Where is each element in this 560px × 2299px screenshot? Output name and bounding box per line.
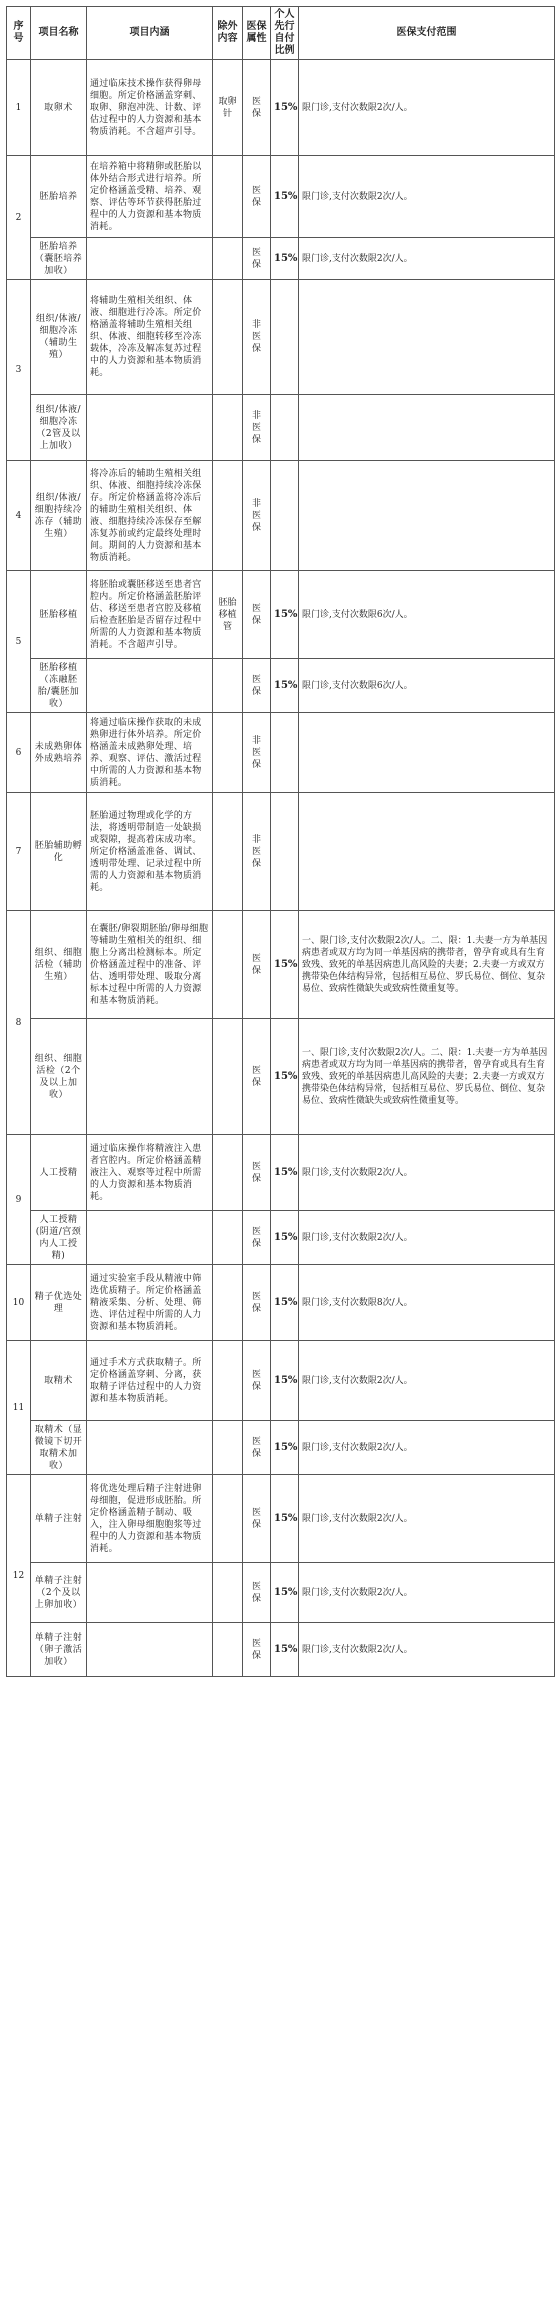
- item-name-cell: 组织、细胞活检（辅助生殖）: [31, 911, 87, 1019]
- table-row: [7, 1135, 555, 1211]
- scope-cell: 限门诊,支付次数限8次/人。: [299, 1265, 555, 1341]
- ratio-cell: 15%: [271, 1475, 299, 1563]
- service-items-table: [6, 6, 555, 1677]
- exclude-cell: [213, 713, 243, 793]
- scope-cell: [299, 713, 555, 793]
- item-name-cell: 组织、细胞活检（2个及以上加收）: [31, 1019, 87, 1135]
- item-content-cell: 通过临床操作将精液注入患者宫腔内。所定价格涵盖精液注入、观察等过程中所需的人力资源和基本物质消耗。: [87, 1135, 213, 1211]
- insurance-label: 非医保: [251, 735, 261, 770]
- seq-cell: 2: [7, 156, 31, 280]
- table-row: [7, 713, 555, 793]
- item-content-cell: [87, 1563, 213, 1623]
- insurance-label: 医保: [251, 1291, 261, 1314]
- ratio-cell: 15%: [271, 1421, 299, 1475]
- insurance-label: 非医保: [251, 498, 261, 533]
- insurance-cell: [243, 1475, 271, 1563]
- ratio-cell: [271, 461, 299, 571]
- item-name-cell: 胚胎辅助孵化: [31, 793, 87, 911]
- ratio-cell: 15%: [271, 60, 299, 156]
- item-content-cell: 将冷冻后的辅助生殖相关组织、体液、细胞持续冷冻保存。所定价格涵盖将冷冻后的辅助生殖相关组织、体液、细胞持续冷冻保存至解冻复苏前或约定最终处理时间。期间的人力资源和基本物质消耗。: [87, 461, 213, 571]
- insurance-cell: [243, 156, 271, 238]
- insurance-cell: [243, 1421, 271, 1475]
- scope-cell: 限门诊,支付次数限2次/人。: [299, 60, 555, 156]
- item-content-cell: [87, 395, 213, 461]
- seq-cell: 8: [7, 911, 31, 1135]
- ratio-cell: 15%: [271, 659, 299, 713]
- ratio-cell: 15%: [271, 911, 299, 1019]
- scope-cell: [299, 461, 555, 571]
- exclude-cell: [213, 238, 243, 280]
- insurance-label: 医保: [251, 1638, 261, 1661]
- seq-cell: 6: [7, 713, 31, 793]
- scope-cell: 限门诊,支付次数限2次/人。: [299, 1341, 555, 1421]
- insurance-cell: [243, 911, 271, 1019]
- scope-cell: 限门诊,支付次数限6次/人。: [299, 659, 555, 713]
- item-content-cell: 胚胎通过物理或化学的方法，将透明带制造一处缺损或裂隙，提高着床成功率。所定价格涵盖准备、调试、透明带处理、记录过程中所需的人力资源和基本物质消耗。: [87, 793, 213, 911]
- insurance-label: 医保: [251, 1436, 261, 1459]
- insurance-label: 医保: [251, 1581, 261, 1604]
- item-name-cell: 取精术（显微镜下切开取精术加收）: [31, 1421, 87, 1475]
- insurance-label: 医保: [251, 185, 261, 208]
- item-content-cell: 将辅助生殖相关组织、体液、细胞进行冷冻。所定价格涵盖将辅助生殖相关组织、体液、细胞转移至冷冻载体，冷冻及解冻复苏过程中的人力资源和基本物质消耗。: [87, 280, 213, 395]
- seq-cell: 5: [7, 571, 31, 713]
- item-content-cell: 通过临床技术操作获得卵母细胞。所定价格涵盖穿刺、取卵、卵泡冲洗、计数、评估过程中的人力资源和基本物质消耗。不含超声引导。: [87, 60, 213, 156]
- scope-cell: 限门诊,支付次数限2次/人。: [299, 1421, 555, 1475]
- insurance-label: 医保: [251, 96, 261, 119]
- item-content-cell: 通过手术方式获取精子。所定价格涵盖穿刺、分离，获取精子评估过程中的人力资源和基本物质消耗。: [87, 1341, 213, 1421]
- insurance-label: 医保: [251, 674, 261, 697]
- insurance-label: 非医保: [251, 320, 261, 354]
- exclude-cell: [213, 1019, 243, 1135]
- exclude-cell: [213, 1135, 243, 1211]
- exclude-cell: 胚胎移植管: [213, 571, 243, 659]
- scope-cell: 限门诊,支付次数限2次/人。: [299, 1563, 555, 1623]
- header-seq: 序号: [7, 7, 31, 60]
- insurance-cell: [243, 571, 271, 659]
- exclude-cell: [213, 395, 243, 461]
- exclude-cell: [213, 461, 243, 571]
- item-name-cell: 胚胎培养: [31, 156, 87, 238]
- exclude-cell: [213, 156, 243, 238]
- insurance-label: 医保: [251, 1161, 261, 1184]
- table-row: [7, 156, 555, 238]
- scope-cell: [299, 793, 555, 911]
- item-name-cell: 精子优选处理: [31, 1265, 87, 1341]
- scope-cell: 限门诊,支付次数限2次/人。: [299, 156, 555, 238]
- item-name-cell: 胚胎移植（冻融胚胎/囊胚加收）: [31, 659, 87, 713]
- ratio-cell: 15%: [271, 571, 299, 659]
- header-row: [7, 7, 555, 60]
- item-content-cell: [87, 1623, 213, 1677]
- item-content-cell: [87, 1019, 213, 1135]
- insurance-cell: [243, 395, 271, 461]
- scope-cell: 一、限门诊,支付次数限2次/人。二、限：1.夫妻一方为单基因病患者或双方均为同一单基因病的携带者，曾孕育或具有生育致残、致死的单基因病患儿高风险的夫妻；2.夫妻一方或双方携带染色体结构异常，包括相互易位、罗氏易位、倒位、复杂易位、致病性微缺失或致病性微重复等。: [299, 911, 555, 1019]
- insurance-label: 医保: [251, 603, 261, 626]
- table-row: [7, 1623, 555, 1677]
- exclude-cell: [213, 1211, 243, 1265]
- exclude-cell: [213, 1623, 243, 1677]
- item-name-cell: 组织/体液/细胞冷冻（2管及以上加收）: [31, 395, 87, 461]
- insurance-label: 非医保: [251, 834, 261, 869]
- insurance-cell: [243, 1135, 271, 1211]
- exclude-cell: [213, 1563, 243, 1623]
- ratio-cell: [271, 713, 299, 793]
- scope-cell: [299, 280, 555, 395]
- header-insurance: 医保属性: [243, 7, 271, 60]
- ratio-cell: 15%: [271, 1135, 299, 1211]
- insurance-cell: [243, 1341, 271, 1421]
- table-body: [7, 60, 555, 1677]
- item-name-cell: 胚胎移植: [31, 571, 87, 659]
- seq-cell: 10: [7, 1265, 31, 1341]
- item-content-cell: [87, 659, 213, 713]
- item-name-cell: 组织/体液/细胞冷冻（辅助生殖）: [31, 280, 87, 395]
- table-row: [7, 793, 555, 911]
- table-row: [7, 659, 555, 713]
- ratio-cell: [271, 395, 299, 461]
- ratio-cell: 15%: [271, 1019, 299, 1135]
- insurance-label: 医保: [251, 247, 261, 270]
- item-name-cell: 取卵术: [31, 60, 87, 156]
- item-content-cell: 通过实验室手段从精液中筛选优质精子。所定价格涵盖精液采集、分析、处理、筛选、评估过程中所需的人力资源和基本物质消耗。: [87, 1265, 213, 1341]
- item-name-cell: 单精子注射（2个及以上卵加收）: [31, 1563, 87, 1623]
- item-name-cell: 人工授精(阴道/宫颈内人工授精): [31, 1211, 87, 1265]
- insurance-cell: [243, 713, 271, 793]
- seq-cell: 1: [7, 60, 31, 156]
- seq-cell: 3: [7, 280, 31, 461]
- item-name-cell: 人工授精: [31, 1135, 87, 1211]
- insurance-label: 医保: [251, 1507, 261, 1530]
- table-row: [7, 1341, 555, 1421]
- table-row: [7, 1563, 555, 1623]
- item-name-cell: 组织/体液/细胞持续冷冻存（辅助生殖）: [31, 461, 87, 571]
- exclude-cell: [213, 793, 243, 911]
- table-row: [7, 571, 555, 659]
- item-name-cell: 胚胎培养（囊胚培养加收）: [31, 238, 87, 280]
- table-row: [7, 1421, 555, 1475]
- insurance-cell: [243, 60, 271, 156]
- table-row: [7, 395, 555, 461]
- seq-cell: 4: [7, 461, 31, 571]
- scope-cell: [299, 395, 555, 461]
- insurance-cell: [243, 280, 271, 395]
- scope-cell: 限门诊,支付次数限2次/人。: [299, 1135, 555, 1211]
- ratio-cell: 15%: [271, 1341, 299, 1421]
- insurance-cell: [243, 461, 271, 571]
- ratio-cell: 15%: [271, 1265, 299, 1341]
- header-ratio: 个人先行自付比例: [271, 7, 299, 60]
- insurance-label: 非医保: [251, 410, 261, 445]
- exclude-cell: [213, 1341, 243, 1421]
- item-name-cell: 单精子注射: [31, 1475, 87, 1563]
- table-row: [7, 60, 555, 156]
- header-exclude: 除外内容: [213, 7, 243, 60]
- ratio-cell: 15%: [271, 1563, 299, 1623]
- seq-cell: 9: [7, 1135, 31, 1265]
- exclude-cell: [213, 1475, 243, 1563]
- ratio-cell: [271, 793, 299, 911]
- scope-cell: 限门诊,支付次数限2次/人。: [299, 238, 555, 280]
- ratio-cell: [271, 280, 299, 395]
- table-row: [7, 1019, 555, 1135]
- exclude-cell: [213, 659, 243, 713]
- item-content-cell: [87, 238, 213, 280]
- insurance-label: 医保: [251, 953, 261, 976]
- scope-cell: 限门诊,支付次数限2次/人。: [299, 1623, 555, 1677]
- table-row: [7, 1211, 555, 1265]
- item-content-cell: [87, 1421, 213, 1475]
- ratio-cell: 15%: [271, 156, 299, 238]
- ratio-cell: 15%: [271, 238, 299, 280]
- exclude-cell: [213, 1265, 243, 1341]
- insurance-cell: [243, 1265, 271, 1341]
- scope-cell: 限门诊,支付次数限2次/人。: [299, 1211, 555, 1265]
- table-row: [7, 461, 555, 571]
- insurance-label: 医保: [251, 1369, 261, 1392]
- ratio-cell: 15%: [271, 1623, 299, 1677]
- exclude-cell: [213, 280, 243, 395]
- insurance-cell: [243, 1211, 271, 1265]
- item-name-cell: 单精子注射（卵子激活加收）: [31, 1623, 87, 1677]
- insurance-cell: [243, 1019, 271, 1135]
- header-name: 项目名称: [31, 7, 87, 60]
- table-row: [7, 280, 555, 395]
- seq-cell: 12: [7, 1475, 31, 1677]
- insurance-label: 医保: [251, 1065, 261, 1088]
- insurance-cell: [243, 793, 271, 911]
- item-content-cell: [87, 1211, 213, 1265]
- insurance-cell: [243, 659, 271, 713]
- exclude-cell: 取卵针: [213, 60, 243, 156]
- item-content-cell: 将胚胎或囊胚移送至患者宫腔内。所定价格涵盖胚胎评估、移送至患者宫腔及移植后检查胚胎是否留存过程中所需的人力资源和基本物质消耗。不含超声引导。: [87, 571, 213, 659]
- scope-cell: 限门诊,支付次数限6次/人。: [299, 571, 555, 659]
- table-row: [7, 1265, 555, 1341]
- scope-cell: 限门诊,支付次数限2次/人。: [299, 1475, 555, 1563]
- exclude-cell: [213, 1421, 243, 1475]
- table-row: [7, 911, 555, 1019]
- ratio-cell: 15%: [271, 1211, 299, 1265]
- item-content-cell: 在培养箱中将精卵或胚胎以体外结合形式进行培养。所定价格涵盖受精、培养、观察、评估等环节获得胚胎过程中的人力资源和基本物质消耗。: [87, 156, 213, 238]
- item-name-cell: 未成熟卵体外成熟培养: [31, 713, 87, 793]
- insurance-cell: [243, 1563, 271, 1623]
- item-content-cell: 将优选处理后精子注射进卵母细胞，促进形成胚胎。所定价格涵盖精子制动、吸入，注入卵母细胞胞浆等过程中的人力资源和基本物质消耗。: [87, 1475, 213, 1563]
- scope-cell: 一、限门诊,支付次数限2次/人。二、限：1.夫妻一方为单基因病患者或双方均为同一单基因病的携带者，曾孕育或具有生育致残、致死的单基因病患儿高风险的夫妻；2.夫妻一方或双方携带染色体结构异常，包括相互易位、罗氏易位、倒位、复杂易位、致病性微缺失或致病性微重复等。: [299, 1019, 555, 1135]
- item-content-cell: 在囊胚/卵裂期胚胎/卵母细胞等辅助生殖相关的组织、细胞上分离出检测标本。所定价格涵盖过程中的准备、评估、透明带处理、吸取分离标本过程中所需的人力资源和基本物质消耗。: [87, 911, 213, 1019]
- insurance-label: 医保: [251, 1226, 261, 1249]
- seq-cell: 11: [7, 1341, 31, 1475]
- table-row: [7, 238, 555, 280]
- exclude-cell: [213, 911, 243, 1019]
- item-content-cell: 将通过临床操作获取的未成熟卵进行体外培养。所定价格涵盖未成熟卵处理、培养、观察、评估、激活过程中所需的人力资源和基本物质消耗。: [87, 713, 213, 793]
- header-content: 项目内涵: [87, 7, 213, 60]
- header-scope: 医保支付范围: [299, 7, 555, 60]
- insurance-cell: [243, 238, 271, 280]
- table-row: [7, 1475, 555, 1563]
- insurance-cell: [243, 1623, 271, 1677]
- seq-cell: 7: [7, 793, 31, 911]
- item-name-cell: 取精术: [31, 1341, 87, 1421]
